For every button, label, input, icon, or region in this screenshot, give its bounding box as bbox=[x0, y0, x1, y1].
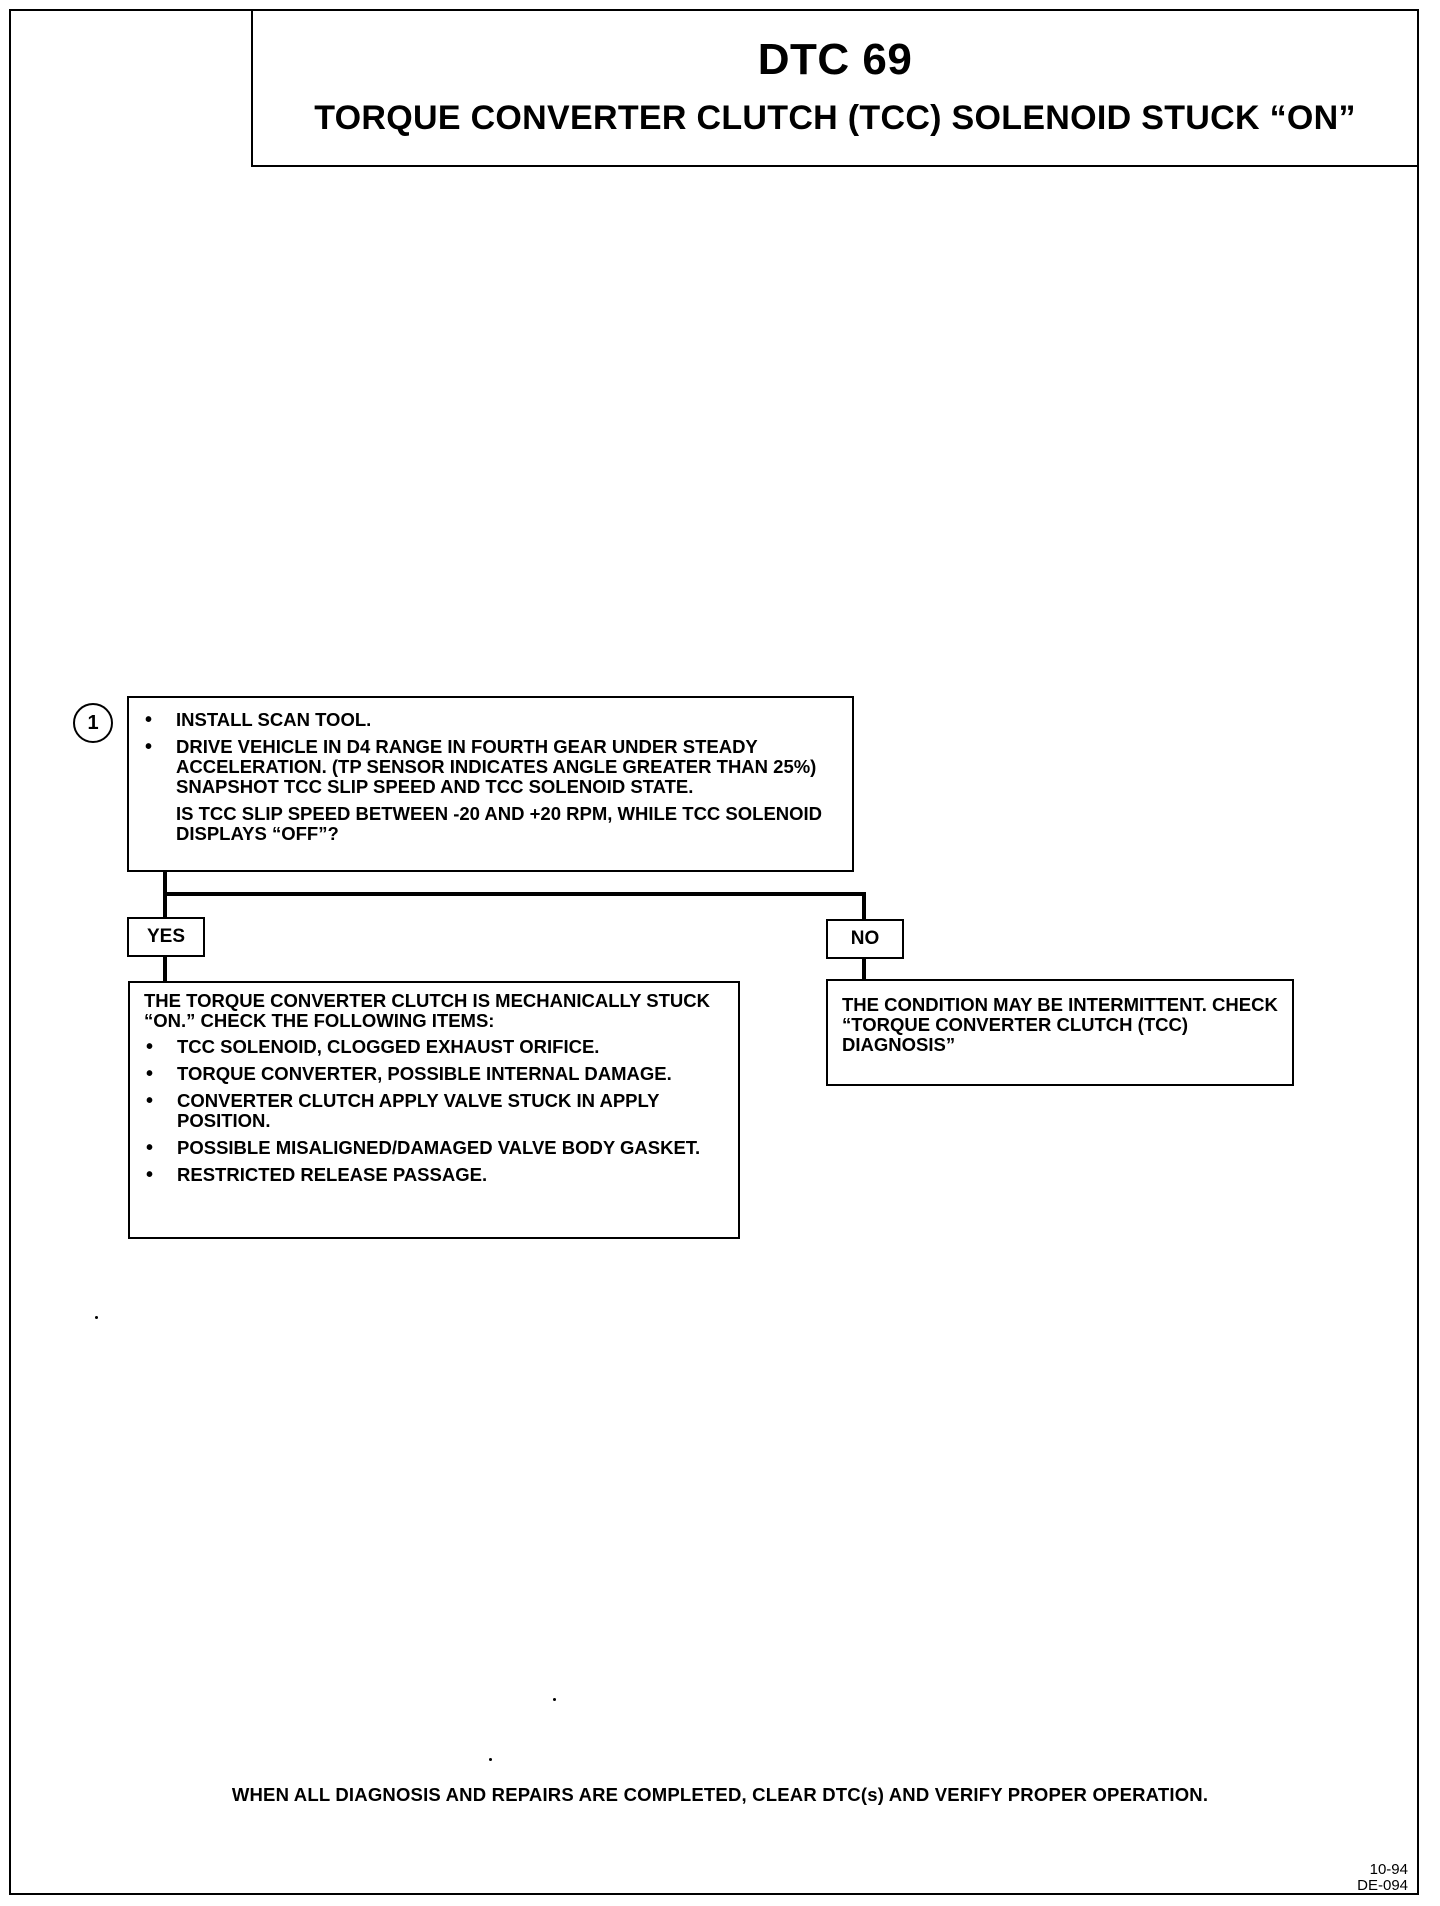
footer-note: WHEN ALL DIAGNOSIS AND REPAIRS ARE COMPLETED, CLEAR DTC(s) AND VERIFY PROPER OPERATION. bbox=[231, 1784, 1209, 1805]
no-branch-label: NO bbox=[826, 919, 904, 959]
speck bbox=[553, 1698, 556, 1701]
no-result-text: THE CONDITION MAY BE INTERMITTENT. CHECK “TORQUE CONVERTER CLUTCH (TCC) DIAGNOSIS” bbox=[842, 994, 1278, 1055]
yes-branch-label: YES bbox=[127, 917, 205, 957]
yes-result-items bbox=[144, 1037, 728, 1185]
check-item: • RESTRICTED RELEASE PASSAGE. bbox=[144, 1165, 728, 1185]
yes-result-intro: THE TORQUE CONVERTER CLUTCH IS MECHANICALLY STUCK “ON.” CHECK THE FOLLOWING ITEMS: bbox=[144, 990, 710, 1031]
connector-line bbox=[163, 892, 866, 896]
check-item: • POSSIBLE MISALIGNED/DAMAGED VALVE BODY GASKET. bbox=[144, 1138, 728, 1158]
speck bbox=[489, 1758, 492, 1761]
step-1-bullets bbox=[143, 710, 842, 797]
no-result-box bbox=[826, 979, 1294, 1086]
check-item: • TCC SOLENOID, CLOGGED EXHAUST ORIFICE. bbox=[144, 1037, 728, 1057]
page-border bbox=[9, 9, 1419, 1895]
date-code: 10-94 bbox=[1369, 1861, 1408, 1878]
document-code bbox=[1357, 1862, 1408, 1894]
step-1-box bbox=[127, 696, 854, 872]
page-title: TORQUE CONVERTER CLUTCH (TCC) SOLENOID STUCK “ON” bbox=[314, 99, 1356, 137]
step-1-question: IS TCC SLIP SPEED BETWEEN -20 AND +20 RPM, WHILE TCC SOLENOID DISPLAYS “OFF”? bbox=[176, 803, 823, 844]
step-1-bullet: • DRIVE VEHICLE IN D4 RANGE IN FOURTH GEAR UNDER STEADY ACCELERATION. (TP SENSOR INDICATES ANGLE GREATER THAN 25%) SNAPSHOT TCC SLIP SPEED AND TCC SOLENOID STATE. bbox=[143, 737, 842, 797]
check-item: • TORQUE CONVERTER, POSSIBLE INTERNAL DAMAGE. bbox=[144, 1064, 728, 1084]
step-1-bullet: • INSTALL SCAN TOOL. bbox=[143, 710, 842, 730]
connector-line bbox=[862, 959, 866, 979]
connector-line bbox=[163, 957, 167, 981]
speck bbox=[95, 1316, 98, 1319]
yes-result-box bbox=[128, 981, 740, 1239]
dtc-code: DTC 69 bbox=[757, 35, 913, 84]
connector-line bbox=[862, 892, 866, 919]
title-block bbox=[251, 9, 1417, 167]
step-number-badge: 1 bbox=[73, 703, 113, 743]
doc-number: DE-094 bbox=[1357, 1877, 1408, 1894]
check-item: • CONVERTER CLUTCH APPLY VALVE STUCK IN APPLY POSITION. bbox=[144, 1091, 728, 1131]
